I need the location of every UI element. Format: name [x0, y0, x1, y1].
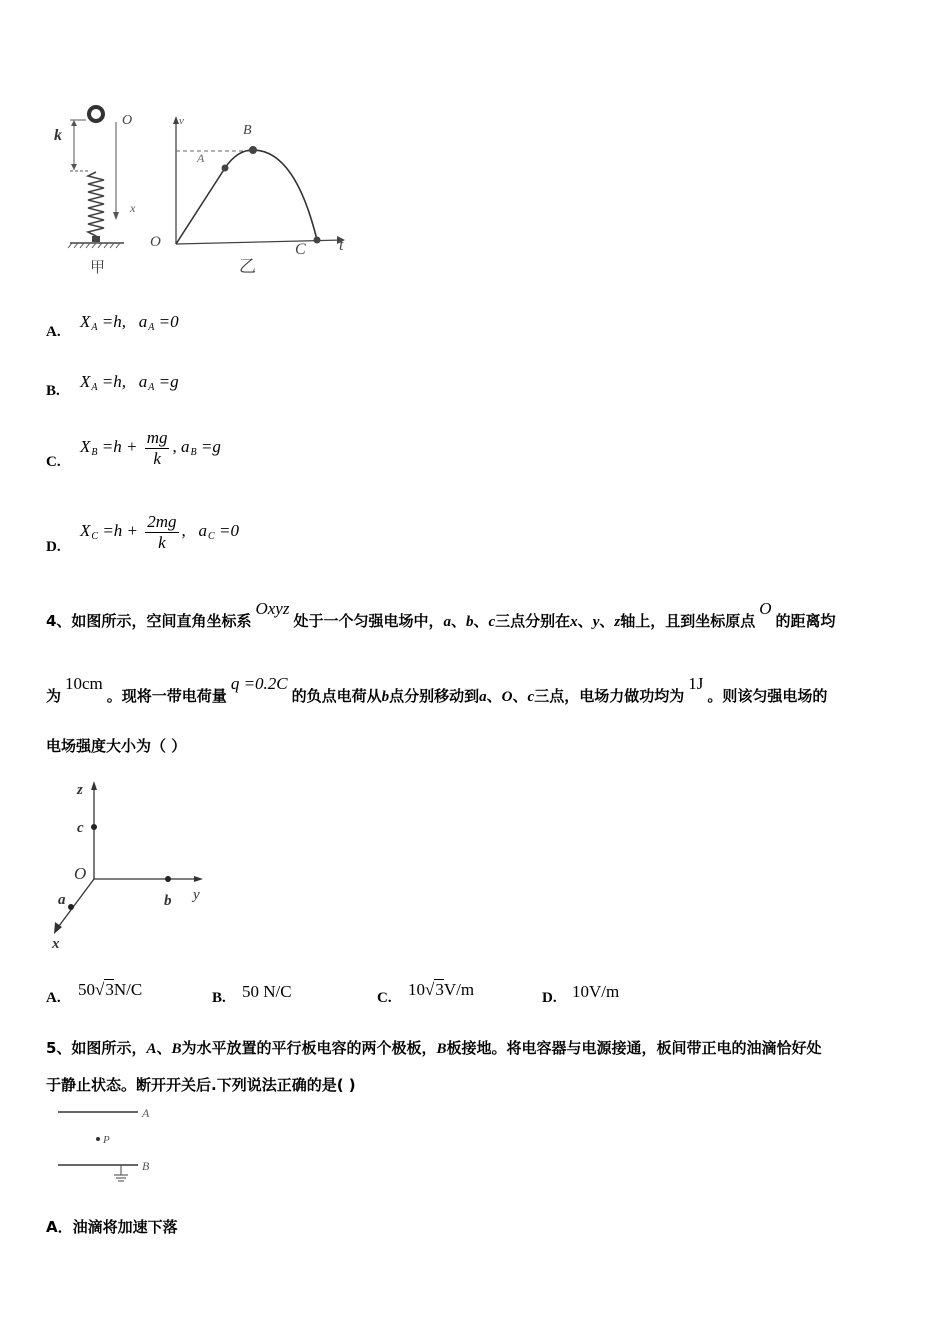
option-label: D. [542, 990, 557, 1006]
expr: =h, [101, 372, 126, 391]
subscript: A [91, 322, 98, 333]
capacitor-figure [54, 1100, 164, 1186]
subscript: A [91, 382, 98, 393]
graph-axis-v: v [179, 115, 184, 127]
comma: , [172, 436, 177, 456]
option-expression [80, 312, 179, 333]
graph-label-c: C [295, 241, 306, 258]
option-label: B. [46, 383, 60, 399]
var2: a [138, 312, 148, 331]
var2: a [180, 436, 190, 456]
subscript2: A [148, 382, 155, 393]
point-p-label: P [103, 1134, 110, 1146]
var: X [80, 372, 91, 391]
axis-label-a: a [58, 892, 66, 908]
origin-o: O [759, 599, 772, 618]
axis-label-y: y [193, 887, 200, 903]
spring-label-O: O [122, 113, 133, 128]
option-label: C. [46, 454, 61, 470]
plate-b-label: B [142, 1159, 150, 1173]
q4-line-2: 为10cm。现将一带电荷量q =0.2C的负点电荷从b点分别移动到a、O、c三点，电场力做功均为1J。则该匀强电场的 [46, 674, 828, 705]
option-label: B. [212, 990, 226, 1006]
graph-label-b: B [243, 123, 252, 138]
expr: =h, [101, 312, 126, 331]
option-label: A. [46, 324, 61, 340]
axis-label-x: x [52, 936, 60, 952]
spring-caption: 甲 [90, 260, 106, 276]
axis-label-c: c [77, 820, 84, 836]
var: X [80, 436, 91, 456]
velocity-graph [145, 110, 365, 280]
var: X [80, 520, 91, 540]
charge: q =0.2C [230, 674, 288, 693]
graph-caption: 乙 [239, 257, 256, 276]
work: 1J [688, 674, 704, 693]
option-value: 50√3N/C [78, 980, 143, 999]
coord-system: Oxyz [255, 599, 290, 618]
spring-label-k: k [54, 127, 62, 144]
option-expression [80, 372, 179, 393]
denominator: k [158, 532, 166, 552]
subscript2: C [208, 530, 215, 542]
graph-axis-t: t [339, 237, 344, 254]
q4-line-1: 4、如图所示，空间直角坐标系Oxyz处于一个匀强电场中，a、b、c三点分别在x、y、z轴上，且到坐标原点O的距离均 [46, 599, 836, 630]
fraction [145, 428, 170, 468]
spring-label-x: x [130, 201, 136, 215]
option-expression [80, 428, 221, 468]
subscript2: B [190, 446, 197, 458]
ground-icon [114, 1165, 128, 1181]
axis-label-O: O [74, 864, 87, 883]
plate-a-label: A [142, 1106, 150, 1120]
point-a [68, 904, 74, 910]
ball [89, 107, 103, 121]
expr: =h + [102, 520, 139, 540]
fraction [145, 512, 178, 552]
point-c [91, 824, 97, 830]
point-b [165, 876, 171, 882]
option-expression [80, 512, 239, 552]
subscript: C [91, 530, 99, 542]
var2: a [198, 520, 208, 540]
q5-line-2: 于静止状态。断开开关后.下列说法正确的是( ) [46, 1076, 356, 1094]
distance: 10cm [65, 674, 103, 693]
expr2: =g [158, 372, 179, 391]
numerator: mg [146, 428, 168, 447]
graph-point-c [314, 237, 321, 244]
option-label: A. [46, 990, 61, 1006]
option-value: 10V/m [572, 982, 620, 1001]
numerator: 2mg [147, 512, 177, 531]
axis-label-b: b [164, 893, 172, 909]
option-label: C. [377, 990, 392, 1006]
graph-label-a: A [197, 151, 205, 165]
var2: a [138, 372, 148, 391]
option-label: D. [46, 539, 61, 555]
graph-point-a [222, 165, 229, 172]
spring-figure [44, 100, 154, 280]
comma: , [181, 520, 186, 540]
denominator: k [153, 448, 161, 468]
q5-option-a[interactable]: A．油滴将加速下落 [46, 1218, 178, 1236]
axis-label-z: z [77, 782, 83, 798]
expr2: =0 [218, 520, 239, 540]
option-value: 50 N/C [242, 982, 292, 1001]
subscript: B [91, 446, 98, 458]
graph-origin: O [150, 234, 161, 250]
q5-line-1: 5、如图所示，A、B为水平放置的平行板电容的两个极板，B板接地。将电容器与电源接通，板间带正电的油滴恰好处 [46, 1039, 822, 1057]
subscript2: A [148, 322, 155, 333]
graph-point-b [249, 146, 257, 154]
expr: =h + [101, 436, 138, 456]
option-value: 10√3V/m [408, 980, 475, 999]
oil-drop [96, 1137, 100, 1141]
coordinate-axes-figure [44, 772, 224, 957]
expr2: =0 [158, 312, 179, 331]
q4-line-3: 电场强度大小为（ ） [46, 737, 187, 755]
expr2: =g [200, 436, 221, 456]
var: X [80, 312, 91, 331]
spring-coil [88, 172, 104, 242]
